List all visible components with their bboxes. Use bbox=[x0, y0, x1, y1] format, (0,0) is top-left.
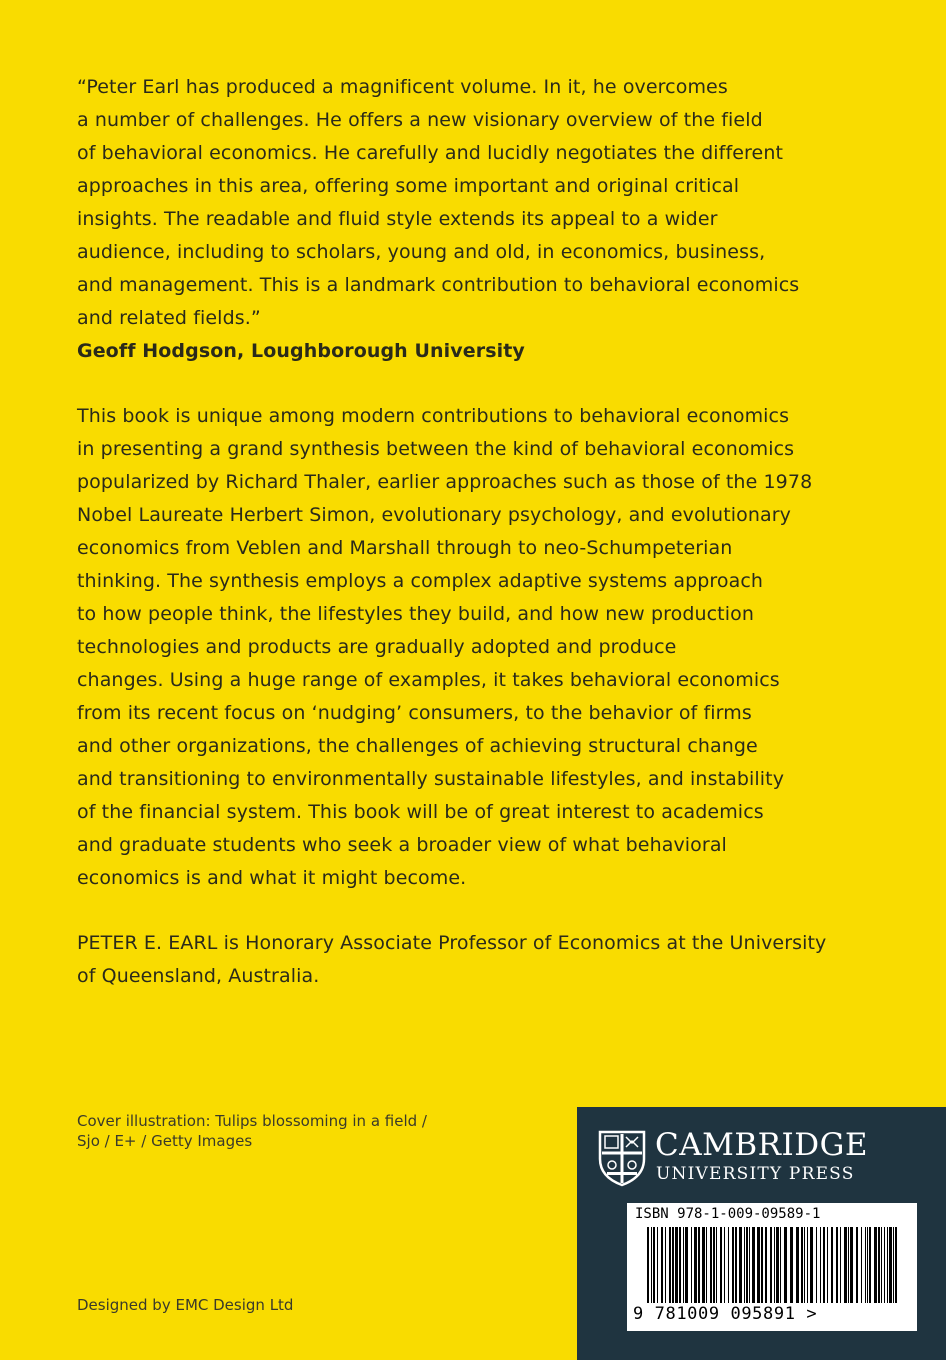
barcode-bar bbox=[765, 1227, 767, 1303]
blurb-line: thinking. The synthesis employs a complex adaptive systems approach bbox=[77, 570, 764, 592]
blurb-line: technologies and products are gradually adopted and produce bbox=[77, 636, 677, 658]
barcode-bar bbox=[770, 1227, 772, 1303]
blurb-line: Nobel Laureate Herbert Simon, evolutionary psychology, and evolutionary bbox=[77, 504, 791, 526]
barcode-bar bbox=[728, 1227, 729, 1303]
blurb-line: and graduate students who seek a broader view of what behavioral bbox=[77, 834, 727, 856]
blurb-line: in presenting a grand synthesis between the kind of behavioral economics bbox=[77, 438, 795, 460]
barcode-bar bbox=[685, 1227, 688, 1303]
barcode-bar bbox=[867, 1227, 868, 1303]
barcode-bar bbox=[884, 1227, 885, 1303]
barcode-bar bbox=[669, 1227, 671, 1303]
barcode-bar bbox=[744, 1227, 745, 1303]
barcode-bar bbox=[683, 1227, 684, 1303]
bio-line: of Queensland, Australia. bbox=[77, 965, 320, 987]
barcode-bar bbox=[804, 1227, 805, 1303]
barcode-bar bbox=[831, 1227, 833, 1303]
barcode-bar bbox=[749, 1227, 750, 1303]
book-description bbox=[77, 400, 877, 895]
quote-line: of behavioral economics. He carefully and lucidly negotiates the different bbox=[77, 142, 784, 164]
barcode-bar bbox=[661, 1227, 663, 1303]
barcode-digits: 9 781009 095891 > bbox=[633, 1304, 818, 1324]
barcode-bar bbox=[840, 1227, 841, 1303]
cambridge-crest-icon bbox=[597, 1129, 647, 1187]
blurb-line: popularized by Richard Thaler, earlier approaches such as those of the 1978 bbox=[77, 471, 813, 493]
endorsement-quote bbox=[77, 71, 877, 335]
barcode-bar bbox=[816, 1227, 817, 1303]
barcode-bar bbox=[856, 1227, 858, 1303]
barcode-bar bbox=[752, 1227, 755, 1303]
barcode-bar bbox=[657, 1227, 658, 1303]
quote-line: and related fields.” bbox=[77, 307, 261, 329]
barcode-bar bbox=[776, 1227, 779, 1303]
barcode-bar bbox=[647, 1227, 649, 1303]
publisher-logo bbox=[597, 1127, 937, 1191]
barcode-bar bbox=[713, 1227, 715, 1303]
barcode-bar bbox=[672, 1227, 674, 1303]
barcode-bar bbox=[732, 1227, 734, 1303]
barcode-bar bbox=[716, 1227, 717, 1303]
barcode-bar bbox=[679, 1227, 681, 1303]
barcode-bar bbox=[761, 1227, 763, 1303]
barcode-bar bbox=[848, 1227, 849, 1303]
quote-line: and management. This is a landmark contribution to behavioral economics bbox=[77, 274, 800, 296]
blurb-line: to how people think, the lifestyles they build, and how new production bbox=[77, 603, 754, 625]
barcode-bar bbox=[823, 1227, 825, 1303]
barcode-bar bbox=[694, 1227, 697, 1303]
blurb-line: and other organizations, the challenges of achieving structural change bbox=[77, 735, 758, 757]
blurb-line: of the financial system. This book will be of great interest to academics bbox=[77, 801, 764, 823]
barcode-bar bbox=[784, 1227, 787, 1303]
barcode-bar bbox=[774, 1227, 775, 1303]
barcode-bar bbox=[820, 1227, 821, 1303]
designer-text: Designed by EMC Design Ltd bbox=[77, 1296, 294, 1314]
barcode-bar bbox=[653, 1227, 655, 1303]
barcode-bar bbox=[850, 1227, 853, 1303]
barcode-bar bbox=[881, 1227, 882, 1303]
bio-line: PETER E. EARL is Honorary Associate Professor of Economics at the University bbox=[77, 932, 827, 954]
publisher-name-line1: CAMBRIDGE bbox=[655, 1127, 868, 1163]
barcode-bar bbox=[887, 1227, 888, 1303]
barcode-bar bbox=[724, 1227, 725, 1303]
quote-line: audience, including to scholars, young and old, in economics, business, bbox=[77, 241, 766, 263]
barcode-bar bbox=[827, 1227, 828, 1303]
blurb-line: from its recent focus on ‘nudging’ consumers, to the behavior of firms bbox=[77, 702, 752, 724]
barcode-bar bbox=[735, 1227, 737, 1303]
blurb-line: economics is and what it might become. bbox=[77, 867, 467, 889]
barcode-bar bbox=[675, 1227, 678, 1303]
barcode-bar bbox=[893, 1227, 894, 1303]
barcode-bar bbox=[895, 1227, 897, 1303]
cover-credit-line: Sjo / E+ / Getty Images bbox=[77, 1132, 253, 1150]
barcode-bar bbox=[861, 1227, 862, 1303]
barcode-bar bbox=[757, 1227, 760, 1303]
barcode-bar bbox=[780, 1227, 781, 1303]
barcode-bar bbox=[810, 1227, 813, 1303]
barcode-bar bbox=[836, 1227, 838, 1303]
barcode-bar bbox=[702, 1227, 705, 1303]
blurb-line: economics from Veblen and Marshall through to neo-Schumpeterian bbox=[77, 537, 733, 559]
barcode-bar bbox=[790, 1227, 793, 1303]
cover-credit-line: Cover illustration: Tulips blossoming in a field / bbox=[77, 1112, 427, 1130]
isbn-barcode bbox=[627, 1203, 917, 1331]
barcode-bar bbox=[889, 1227, 892, 1303]
barcode-bar bbox=[865, 1227, 866, 1303]
barcode-bar bbox=[746, 1227, 748, 1303]
barcode-bars bbox=[635, 1227, 909, 1303]
barcode-bar bbox=[706, 1227, 707, 1303]
barcode-bar bbox=[710, 1227, 712, 1303]
quote-attribution bbox=[77, 335, 877, 368]
quote-line: approaches in this area, offering some important and original critical bbox=[77, 175, 740, 197]
barcode-bar bbox=[698, 1227, 700, 1303]
barcode-bar bbox=[665, 1227, 666, 1303]
blurb-line: and transitioning to environmentally sustainable lifestyles, and instability bbox=[77, 768, 785, 790]
barcode-bar bbox=[807, 1227, 808, 1303]
barcode-bar bbox=[844, 1227, 847, 1303]
designer-credit bbox=[77, 1295, 293, 1315]
isbn-label: ISBN 978-1-009-09589-1 bbox=[635, 1206, 821, 1222]
barcode-bar bbox=[796, 1227, 799, 1303]
barcode-bar bbox=[801, 1227, 803, 1303]
blurb-line: changes. Using a huge range of examples, it takes behavioral economics bbox=[77, 669, 780, 691]
author-bio bbox=[77, 927, 877, 993]
barcode-bar bbox=[878, 1227, 880, 1303]
quote-line: insights. The readable and fluid style extends its appeal to a wider bbox=[77, 208, 718, 230]
publisher-panel bbox=[577, 1107, 946, 1360]
cover-credits bbox=[77, 1111, 427, 1151]
publisher-name-line2: UNIVERSITY PRESS bbox=[656, 1164, 855, 1184]
quote-line: a number of challenges. He offers a new visionary overview of the field bbox=[77, 109, 763, 131]
barcode-bar bbox=[691, 1227, 692, 1303]
barcode-bar bbox=[869, 1227, 871, 1303]
barcode-bar bbox=[720, 1227, 722, 1303]
attribution-text: Geoff Hodgson, Loughborough University bbox=[77, 340, 525, 362]
quote-line: “Peter Earl has produced a magnificent volume. In it, he overcomes bbox=[77, 76, 728, 98]
barcode-bar bbox=[651, 1227, 652, 1303]
barcode-bar bbox=[739, 1227, 742, 1303]
blurb-line: This book is unique among modern contributions to behavioral economics bbox=[77, 405, 790, 427]
barcode-bar bbox=[874, 1227, 877, 1303]
